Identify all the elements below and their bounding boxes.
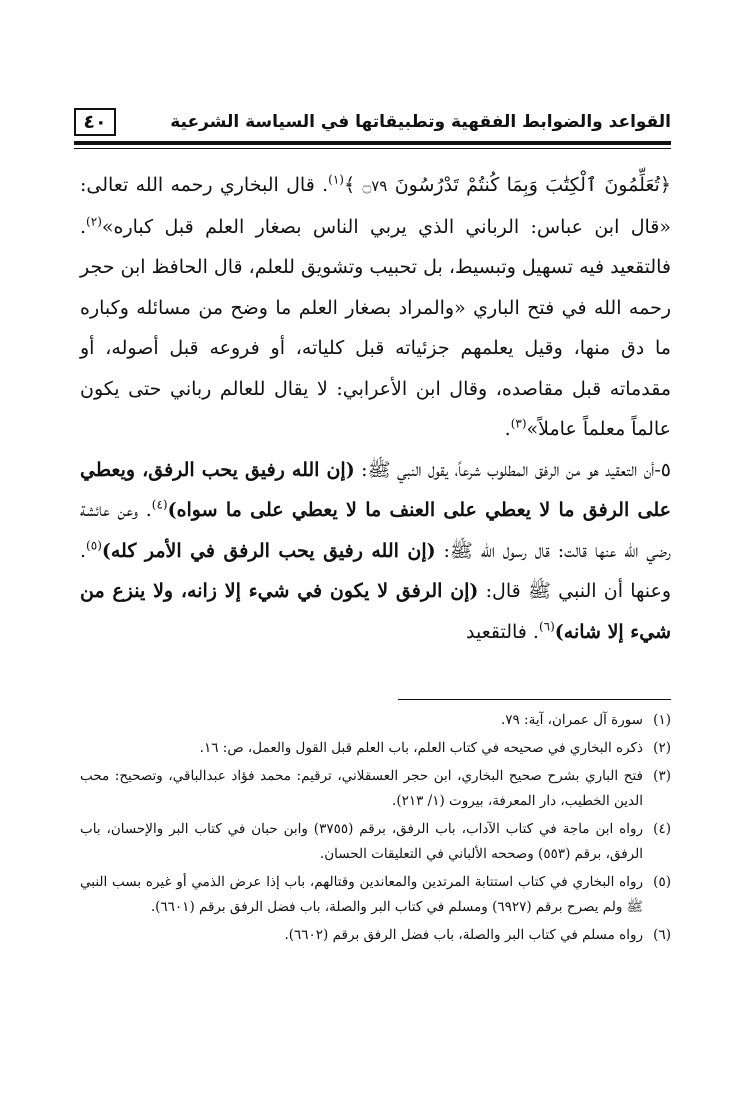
quran-close: ﴾ (343, 174, 356, 196)
footnote-5 (80, 870, 671, 920)
paragraph-2 (80, 450, 671, 653)
hadith-2: (إن الله رفيق يحب الرفق في الأمر كله) (101, 539, 436, 562)
footnote-number: (٤) (653, 821, 671, 837)
footnote-ref-5: (٥) (86, 538, 102, 553)
p2-text-b: . وعن عائشة رضي الله عنها قالت: قال رسول الله ﷺ: (80, 499, 671, 562)
footnote-ref-4: (٤) (151, 497, 168, 512)
page-number: ٤٠ (74, 108, 116, 136)
footnote-text: سورة آل عمران، آية: ٧٩. (500, 712, 643, 728)
p1-end: . (504, 418, 511, 440)
header-rule-thick (74, 141, 671, 145)
footnote-number: (٦) (653, 927, 671, 943)
page-header (74, 108, 671, 154)
footnote-ref-1: (١) (328, 172, 344, 187)
ayah-number-ornament: ۝٧٩ (362, 177, 388, 195)
p2-text-a: ٥-أن التعقيد هو من الرفق المطلوب شرعاً، يقول النبي ﷺ: (354, 458, 671, 481)
footnote-text: رواه البخاري في كتاب استتابة المرتدين والمعاندين وقتالهم، باب إذا عرض الذمي أو غيره بسب النبي ﷺ ولم يصرح برقم (٦٩٢٧) ومسلم في كتاب البر والصلة، باب فضل الرفق برقم (٦٦٠١). (80, 874, 643, 915)
footnotes (80, 708, 671, 951)
p2-text-c: . وعنها أن النبي ﷺ قال: (80, 539, 671, 602)
main-text (80, 165, 671, 652)
p1-text-a: . قال البخاري رحمه الله تعالى: «قال ابن عباس: الرباني الذي يربي الناس بصغار العلم قبل كباره» (80, 174, 671, 238)
footnote-ref-2: (٢) (86, 214, 102, 229)
footnote-text: ذكره البخاري في صحيحه في كتاب العلم، باب العلم قبل القول والعمل، ص: ١٦. (199, 740, 643, 756)
footnote-3 (80, 764, 671, 814)
footnote-number: (٢) (653, 740, 671, 756)
quran-verse: ﴿تُعَلِّمُونَ ٱلْكِتَٰبَ وَبِمَا كُنتُمْ تَدْرُسُونَ (394, 174, 671, 196)
footnote-number: (٣) (653, 768, 671, 784)
footnote-number: (٥) (653, 874, 671, 890)
footnote-1 (80, 708, 671, 733)
footnote-text: رواه ابن ماجة في كتاب الآداب، باب الرفق، برقم (٣٧٥٥) وابن حبان في كتاب البر والإحسان، باب الرفق، برقم (٥٥٣) وصححه الألباني في التعليقات الحسان. (80, 821, 643, 862)
footnote-text: رواه مسلم في كتاب البر والصلة، باب فضل الرفق برقم (٦٦٠٢). (284, 927, 643, 943)
running-title: القواعد والضوابط الفقهية وتطبيقاتها في السياسة الشرعية (170, 112, 671, 132)
footnote-6 (80, 923, 671, 948)
hadith-3: (إن الرفق لا يكون في شيء إلا زانه، ولا ينزع من شيء إلا شانه) (80, 580, 671, 643)
footnote-separator (398, 699, 671, 700)
footnote-ref-3: (٣) (510, 416, 527, 431)
footnote-4 (80, 817, 671, 867)
header-rule-thin (74, 148, 671, 149)
footnote-number: (١) (653, 712, 671, 728)
footnote-ref-6: (٦) (538, 619, 555, 634)
paragraph-1 (80, 165, 671, 450)
hadith-1: (إن الله رفيق يحب الرفق، ويعطي على الرفق ما لا يعطي على العنف ما لا يعطي على ما سواه) (80, 458, 671, 521)
p1-text-b: . فالتقعيد فيه تسهيل وتبسيط، بل تحبيب وتشويق للعلم، قال الحافظ ابن حجر رحمه الله في فتح الباري «والمراد بصغار العلم ما وضح من مسائله وكباره ما دق منها، وقيل يعلمهم جزئياته قبل كلياته، أو فروعه قبل أصوله، أو مقدماته قبل مقاصده، وقال ابن الأعرابي: لا يقال للعالم رباني حتى يكون عالماً معلماً عاملاً» (80, 215, 671, 440)
p2-text-d: . فالتقعيد (465, 620, 539, 643)
footnote-2 (80, 736, 671, 761)
footnote-text: فتح الباري بشرح صحيح البخاري، ابن حجر العسقلاني، ترقيم: محمد فؤاد عبدالباقي، وتصحيح: محب الدين الخطيب، دار المعرفة، بيروت (١/ ٢١٣). (80, 768, 643, 809)
